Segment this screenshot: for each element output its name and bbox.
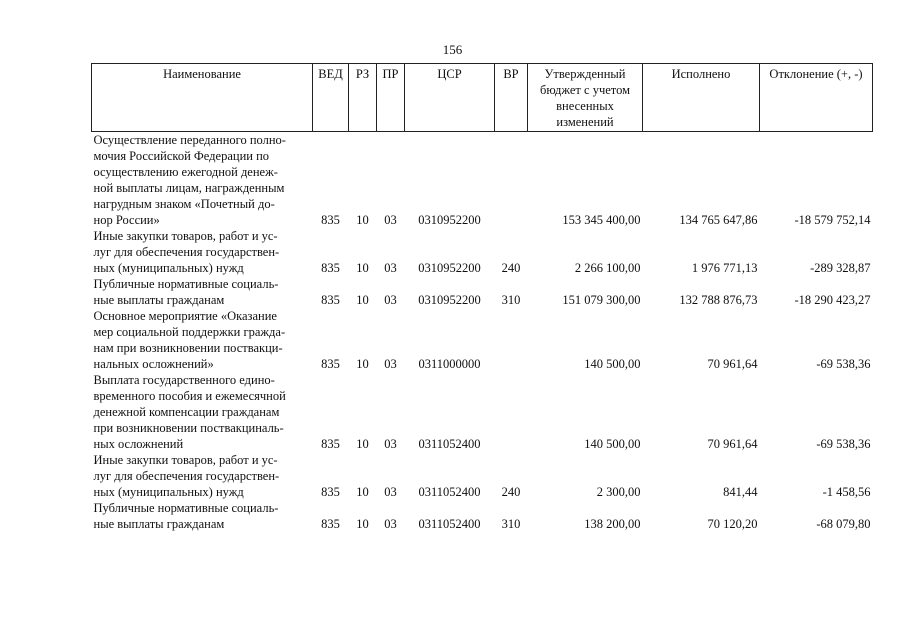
row-ved: 835: [321, 261, 340, 275]
budget-table: [91, 63, 873, 532]
row-approved: 140 500,00: [584, 437, 641, 451]
row-csr: 0310952200: [418, 293, 481, 307]
row-name: Основное мероприятие «Оказание мер социальной поддержки гражда- нам при возникновении поствакци- нальных осложнений»: [93, 309, 286, 371]
header-rz: РЗ: [349, 64, 377, 132]
row-name-cell: [92, 372, 313, 452]
table-row: [92, 452, 873, 500]
row-rz: 10: [356, 357, 369, 371]
row-name: Иные закупки товаров, работ и ус- луг для обеспечения государствен- ных (муниципальных) нужд: [93, 453, 280, 499]
row-pr: 03: [384, 293, 397, 307]
header-name: Наименование: [92, 64, 313, 132]
row-deviation: -18 290 423,27: [794, 293, 871, 307]
row-pr: 03: [384, 517, 397, 531]
row-rz: 10: [356, 293, 369, 307]
row-ved: 835: [321, 357, 340, 371]
row-rz: 10: [356, 485, 369, 499]
row-ved: 835: [321, 437, 340, 451]
table-row: [92, 500, 873, 532]
page-number: 156: [442, 42, 463, 57]
row-pr: 03: [384, 261, 397, 275]
header-approved: Утвержденный бюджет с учетом внесенных изменений: [528, 64, 643, 132]
row-rz: 10: [356, 261, 369, 275]
row-deviation: -69 538,36: [816, 357, 871, 371]
header-pr: ПР: [377, 64, 405, 132]
row-deviation: -18 579 752,14: [794, 213, 871, 227]
row-vr: 240: [501, 261, 521, 275]
row-ved: 835: [321, 485, 340, 499]
header-deviation: Отклонение (+, -): [760, 64, 873, 132]
row-name: Публичные нормативные социаль- ные выплаты гражданам: [93, 277, 279, 307]
row-vr: 310: [501, 293, 521, 307]
row-vr: 310: [501, 517, 521, 531]
row-executed: 132 788 876,73: [679, 293, 758, 307]
table-body: [92, 132, 873, 533]
row-name-cell: [92, 500, 313, 532]
header-vr: ВР: [495, 64, 528, 132]
row-approved: 151 079 300,00: [562, 293, 641, 307]
row-executed: 134 765 647,86: [679, 213, 758, 227]
row-executed: 1 976 771,13: [691, 261, 758, 275]
table-row: [92, 228, 873, 276]
row-pr: 03: [384, 357, 397, 371]
row-approved: 153 345 400,00: [562, 213, 641, 227]
row-csr: 0311000000: [418, 357, 481, 371]
table-row: [92, 276, 873, 308]
row-ved: 835: [321, 293, 340, 307]
row-csr: 0311052400: [418, 485, 481, 499]
header-executed: Исполнено: [643, 64, 760, 132]
row-vr: [495, 372, 528, 452]
row-csr: 0310952200: [418, 261, 481, 275]
row-name: Иные закупки товаров, работ и ус- луг для обеспечения государствен- ных (муниципальных) нужд: [93, 229, 280, 275]
row-executed: 841,44: [723, 485, 758, 499]
row-name: Осуществление переданного полно- мочия Российской Федерации по осуществлению ежегодной денеж- ной выплаты лицам, награжденным нагрудным знаком «Почетный до- нор России»: [93, 133, 286, 227]
row-vr: 240: [501, 485, 521, 499]
row-deviation: -69 538,36: [816, 437, 871, 451]
row-pr: 03: [384, 485, 397, 499]
row-ved: 835: [321, 517, 340, 531]
row-vr: [495, 132, 528, 229]
row-name-cell: [92, 276, 313, 308]
row-rz: 10: [356, 437, 369, 451]
row-ved: 835: [321, 213, 340, 227]
row-name-cell: [92, 308, 313, 372]
table-header-row: [92, 64, 873, 132]
table-row: [92, 308, 873, 372]
row-vr: [495, 308, 528, 372]
row-approved: 2 266 100,00: [574, 261, 641, 275]
row-deviation: -1 458,56: [822, 485, 871, 499]
row-executed: 70 961,64: [707, 437, 758, 451]
table-row: [92, 372, 873, 452]
row-name-cell: [92, 132, 313, 229]
row-deviation: -68 079,80: [816, 517, 871, 531]
row-csr: 0311052400: [418, 437, 481, 451]
row-approved: 138 200,00: [584, 517, 641, 531]
row-executed: 70 961,64: [707, 357, 758, 371]
row-name: Выплата государственного едино- временного пособия и ежемесячной денежной компенсации гражданам при возникновении поствакциналь- ных осложнений: [93, 373, 286, 451]
row-rz: 10: [356, 213, 369, 227]
row-csr: 0311052400: [418, 517, 481, 531]
row-executed: 70 120,20: [707, 517, 758, 531]
row-rz: 10: [356, 517, 369, 531]
row-name-cell: [92, 452, 313, 500]
row-pr: 03: [384, 213, 397, 227]
row-deviation: -289 328,87: [810, 261, 871, 275]
table-row: [92, 132, 873, 229]
row-name-cell: [92, 228, 313, 276]
header-ved: ВЕД: [313, 64, 349, 132]
row-name: Публичные нормативные социаль- ные выплаты гражданам: [93, 501, 279, 531]
row-approved: 140 500,00: [584, 357, 641, 371]
row-pr: 03: [384, 437, 397, 451]
header-csr: ЦСР: [405, 64, 495, 132]
row-csr: 0310952200: [418, 213, 481, 227]
row-approved: 2 300,00: [596, 485, 641, 499]
